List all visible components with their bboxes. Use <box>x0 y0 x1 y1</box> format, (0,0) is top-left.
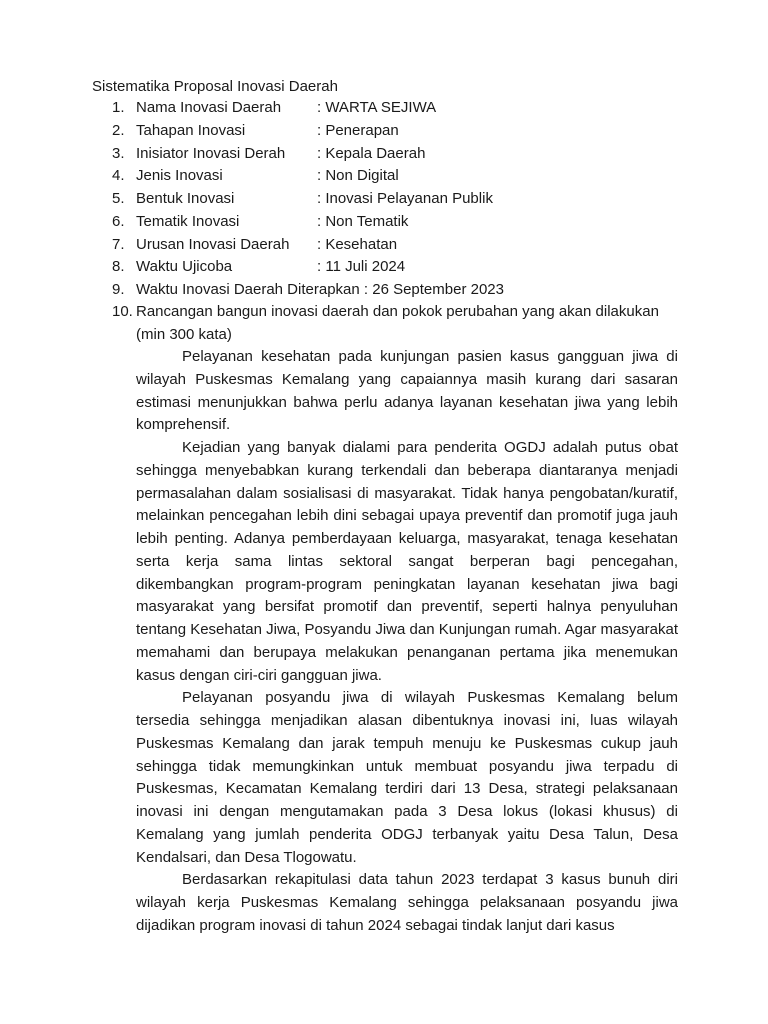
field-item-6 <box>112 211 712 234</box>
field-label: Waktu Ujicoba <box>136 258 233 276</box>
field-value: : 11 Juli 2024 <box>317 258 406 276</box>
body-text <box>136 346 678 938</box>
field-label: Inisiator Inovasi Derah <box>136 144 286 162</box>
field-item-5 <box>112 188 712 211</box>
field-item-4 <box>112 165 712 188</box>
field-item-2 <box>112 120 712 143</box>
field-number: 2. <box>112 121 125 139</box>
field-value: : Non Digital <box>317 167 399 185</box>
field-number: 6. <box>112 212 125 230</box>
field-number: 10. <box>112 303 133 320</box>
paragraph-3: Pelayanan posyandu jiwa di wilayah Puskesmas Kemalang belum tersedia sehingga menjadikan alasan dibentuknya inovasi ini, luas wilayah Puskesmas Kemalang dan jarak tempuh menuju ke Puskesmas cukup jauh sehingga tidak memungkinkan untuk membuat posyandu jiwa terpadu di Puskesmas, Kecamatan Kemalang terdiri dari 13 Desa, strategi pelaksanaan inovasi ini dengan mengutamakan pada 3 Desa lokus (lokasi khusus) di Kemalang yang jumlah penderita ODGJ terbanyak yaitu Desa Talun, Desa Kendalsari, dan Desa Tlogowatu. <box>136 689 678 866</box>
field-value: : Inovasi Pelayanan Publik <box>317 190 493 207</box>
field-value: : Kepala Daerah <box>317 144 426 162</box>
field-number: 7. <box>112 235 125 253</box>
proposal-fields-list <box>112 97 712 302</box>
field-value: : Kesehatan <box>317 235 398 253</box>
field-number: 8. <box>112 258 125 276</box>
field-item-8 <box>112 256 712 279</box>
field-value: : Non Tematik <box>317 212 409 230</box>
field-text: Waktu Inovasi Daerah Diterapkan : 26 September 2023 <box>136 281 504 298</box>
field-item-3 <box>112 143 712 166</box>
field-item-7 <box>112 234 712 257</box>
field-value: : Penerapan <box>317 121 399 139</box>
field-value: : WARTA SEJIWA <box>317 99 437 116</box>
field-number: 3. <box>112 144 125 162</box>
paragraph-4: Berdasarkan rekapitulasi data tahun 2023 terdapat 3 kasus bunuh diri wilayah kerja Puskesmas Kemalang sehingga pelaksanaan posyandu jiwa dijadikan program inovasi di tahun 2024 sebagai tindak lanjut dari kasus <box>136 871 678 934</box>
document-title: Sistematika Proposal Inovasi Daerah <box>92 78 338 95</box>
field-label: Tahapan Inovasi <box>136 121 246 139</box>
field-label: Bentuk Inovasi <box>136 190 235 207</box>
field-number: 5. <box>112 190 125 207</box>
field-number: 1. <box>112 99 125 116</box>
field-label: Tematik Inovasi <box>136 212 240 230</box>
paragraph-1: Pelayanan kesehatan pada kunjungan pasien kasus gangguan jiwa di wilayah Puskesmas Kemalang yang capaiannya masih kurang dari sasaran estimasi menunjukkan bahwa perlu adanya layanan kesehatan jiwa yang lebih komprehensif. <box>136 348 678 434</box>
paragraph-2: Kejadian yang banyak dialami para penderita OGDJ adalah putus obat sehingga menyebabkan kurang terkendali dan beberapa diantaranya menjadi permasalahan dalam sosialisasi di masyarakat. Tidak hanya pengobatan/kuratif, melainkan pencegahan lebih dini sebagai upaya preventif dan promotif juga jauh lebih penting. Adanya pemberdayaan keluarga, masyarakat, tenaga kesehatan serta kerja sama lintas sektoral sangat berperan bagi pencegahan, dikembangkan program-program peningkatan layanan kesehatan jiwa bagi masyarakat yang bersifat promotif dan preventif, seperti halnya penyuluhan tentang Kesehatan Jiwa, Posyandu Jiwa dan Kunjungan rumah. Agar masyarakat memahami dan berupaya melakukan penanganan pertama jika menemukan kasus dengan ciri-ciri gangguan jiwa. <box>136 439 679 684</box>
field-label: Urusan Inovasi Daerah <box>136 235 290 253</box>
field-item-9 <box>112 279 712 302</box>
field-text: Rancangan bangun inovasi daerah dan pokok perubahan yang akan dilakukan (min 300 kata) <box>136 303 659 343</box>
field-item-1 <box>112 97 712 120</box>
field-number: 9. <box>112 281 125 298</box>
field-label: Nama Inovasi Daerah <box>136 99 282 116</box>
field-label: Jenis Inovasi <box>136 167 223 185</box>
field-number: 4. <box>112 167 125 185</box>
